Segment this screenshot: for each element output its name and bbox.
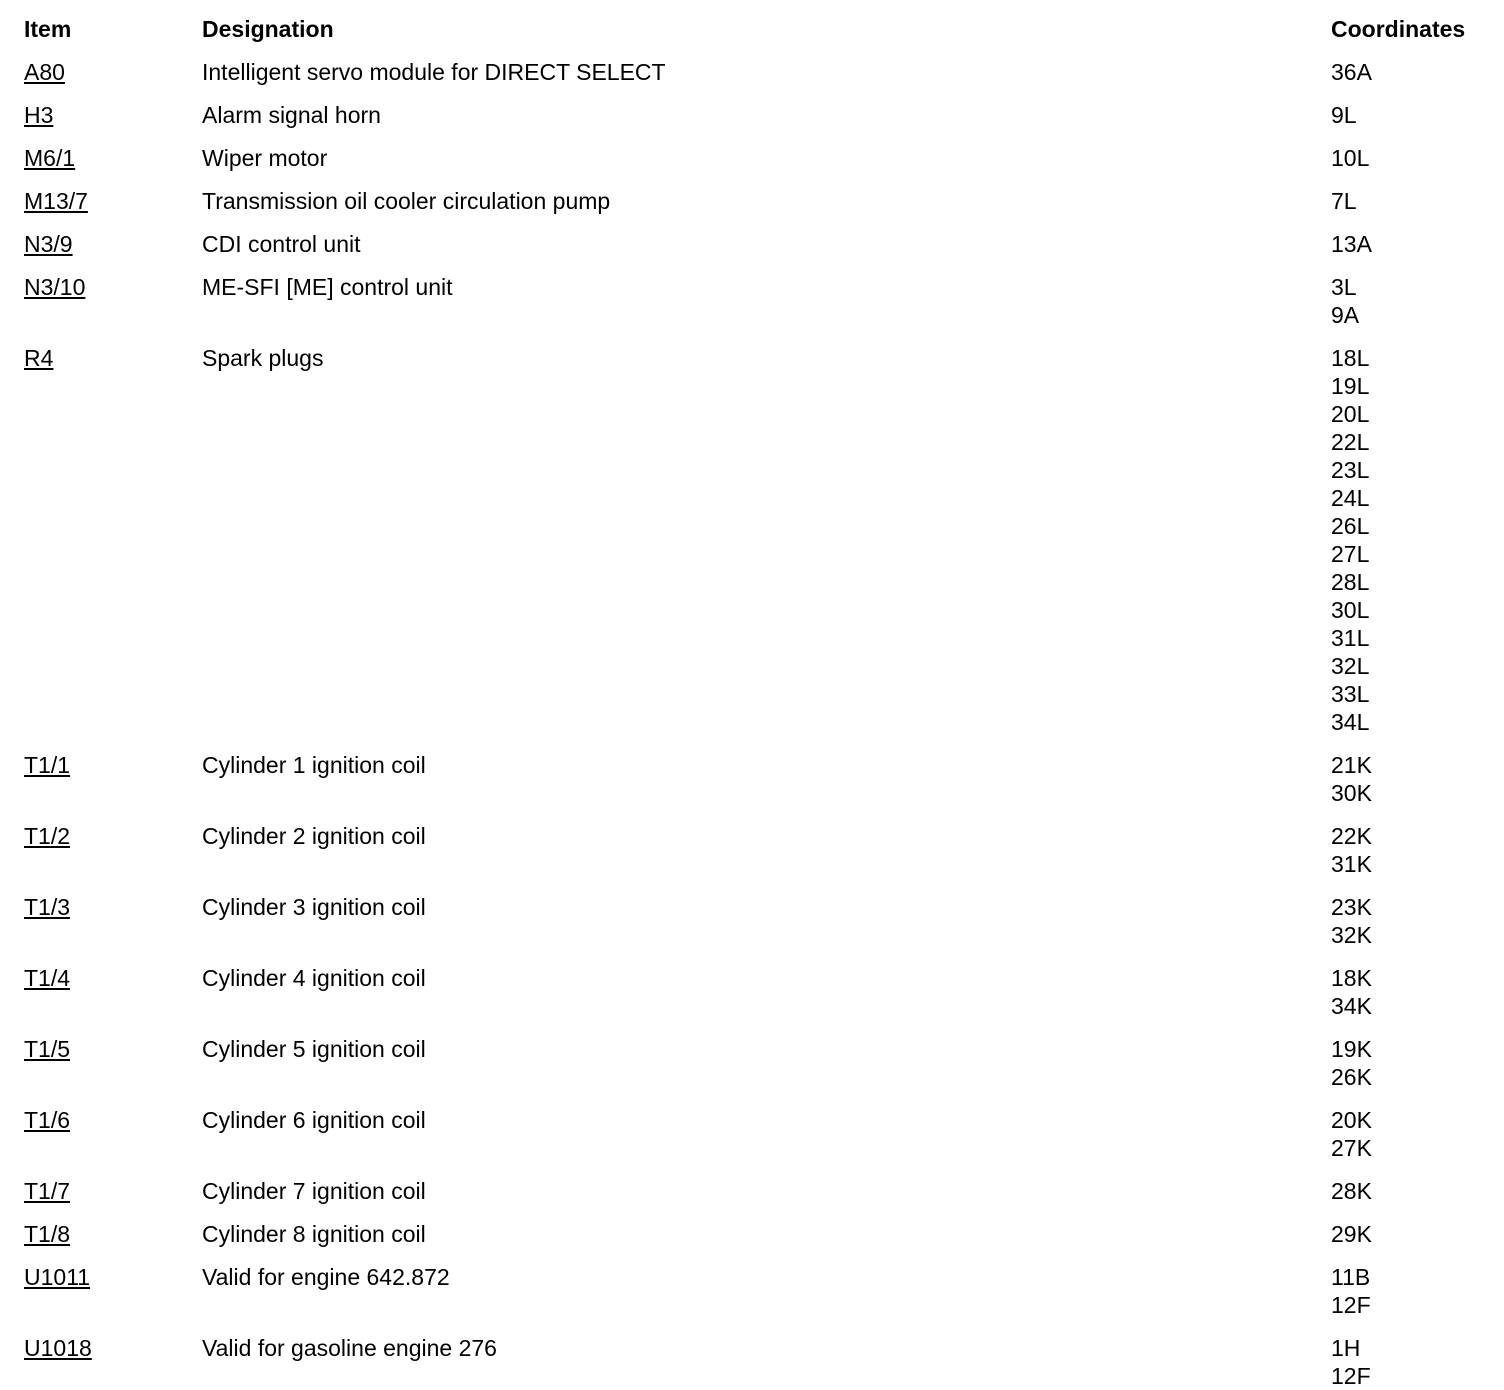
coordinates-cell <box>1331 1220 1491 1248</box>
table-row <box>0 964 1504 1020</box>
table-row <box>0 1035 1504 1091</box>
item-link[interactable]: U1011 <box>24 1264 91 1290</box>
coordinate-value: 27K <box>1331 1135 1372 1161</box>
coordinates-cell <box>1331 822 1491 878</box>
designation-cell: Transmission oil cooler circulation pump <box>202 188 611 214</box>
coordinate-value: 21K <box>1331 752 1372 778</box>
item-link[interactable]: T1/5 <box>24 1036 71 1062</box>
item-header: Item <box>24 16 72 42</box>
item-link[interactable]: M13/7 <box>24 188 88 214</box>
coordinates-cell <box>1331 1334 1491 1390</box>
coordinate-value: 10L <box>1331 145 1370 171</box>
table-row <box>0 1106 1504 1162</box>
item-link[interactable]: N3/9 <box>24 231 73 257</box>
coordinate-value: 12F <box>1331 1292 1371 1318</box>
table-row <box>0 751 1504 807</box>
designation-cell: Cylinder 4 ignition coil <box>202 965 426 991</box>
item-cell <box>24 1334 202 1362</box>
item-cell <box>24 187 202 215</box>
coordinate-value: 26L <box>1331 513 1370 539</box>
designation-cell: Alarm signal horn <box>202 102 381 128</box>
item-cell <box>24 1035 202 1063</box>
item-link[interactable]: T1/4 <box>24 965 71 991</box>
coordinate-value: 24L <box>1331 485 1370 511</box>
table-row <box>0 344 1504 736</box>
coordinates-cell <box>1331 273 1491 329</box>
coordinate-value: 9L <box>1331 102 1357 128</box>
item-link[interactable]: H3 <box>24 102 54 128</box>
coordinate-value: 20L <box>1331 401 1370 427</box>
coordinates-cell <box>1331 1263 1491 1319</box>
designation-cell: Cylinder 5 ignition coil <box>202 1036 426 1062</box>
coordinate-value: 30K <box>1331 780 1372 806</box>
designation-cell: Spark plugs <box>202 345 324 371</box>
designation-cell: Cylinder 7 ignition coil <box>202 1178 426 1204</box>
coordinates-cell <box>1331 187 1491 215</box>
item-link[interactable]: T1/7 <box>24 1178 71 1204</box>
coordinate-value: 31K <box>1331 851 1372 877</box>
coordinates-cell <box>1331 1177 1491 1205</box>
table-row <box>0 144 1504 172</box>
item-cell <box>24 273 202 301</box>
coordinate-value: 20K <box>1331 1107 1372 1133</box>
designation-cell: Intelligent servo module for DIRECT SELECT <box>202 59 666 85</box>
table-body <box>0 58 1504 1390</box>
coordinates-cell <box>1331 893 1491 949</box>
item-link[interactable]: T1/6 <box>24 1107 71 1133</box>
coordinates-cell <box>1331 230 1491 258</box>
coordinates-cell <box>1331 964 1491 1020</box>
coordinate-value: 31L <box>1331 625 1370 651</box>
coordinate-value: 32K <box>1331 922 1372 948</box>
table-row <box>0 822 1504 878</box>
item-link[interactable]: T1/2 <box>24 823 71 849</box>
coordinate-value: 29K <box>1331 1221 1372 1247</box>
designation-cell: ME-SFI [ME] control unit <box>202 274 453 300</box>
item-cell <box>24 822 202 850</box>
item-link[interactable]: A80 <box>24 59 65 85</box>
coordinate-value: 23K <box>1331 894 1372 920</box>
coordinate-value: 13A <box>1331 231 1372 257</box>
coordinates-cell <box>1331 1106 1491 1162</box>
coordinate-value: 33L <box>1331 681 1370 707</box>
coordinate-value: 26K <box>1331 1064 1372 1090</box>
table-row <box>0 101 1504 129</box>
coordinate-value: 19K <box>1331 1036 1372 1062</box>
designation-cell: Cylinder 1 ignition coil <box>202 752 426 778</box>
designation-cell: Cylinder 6 ignition coil <box>202 1107 426 1133</box>
item-cell <box>24 1220 202 1248</box>
table-row <box>0 187 1504 215</box>
item-link[interactable]: T1/8 <box>24 1221 71 1247</box>
coordinate-value: 18K <box>1331 965 1372 991</box>
item-link[interactable]: T1/1 <box>24 752 71 778</box>
designation-cell: Wiper motor <box>202 145 328 171</box>
table-row <box>0 230 1504 258</box>
coordinate-value: 9A <box>1331 302 1360 328</box>
coordinates-cell <box>1331 144 1491 172</box>
coordinate-value: 7L <box>1331 188 1357 214</box>
coordinate-value: 12F <box>1331 1363 1371 1389</box>
coordinates-cell <box>1331 1035 1491 1091</box>
item-cell <box>24 58 202 86</box>
table-row <box>0 1334 1504 1390</box>
coordinate-value: 34K <box>1331 993 1372 1019</box>
item-cell <box>24 144 202 172</box>
coordinates-header: Coordinates <box>1331 16 1466 42</box>
item-cell <box>24 893 202 921</box>
coordinates-cell <box>1331 58 1491 86</box>
coordinate-value: 32L <box>1331 653 1370 679</box>
header-row <box>0 0 1504 43</box>
coordinate-value: 23L <box>1331 457 1370 483</box>
coordinate-value: 36A <box>1331 59 1372 85</box>
designation-cell: CDI control unit <box>202 231 361 257</box>
coordinate-value: 22L <box>1331 429 1370 455</box>
item-cell <box>24 1106 202 1134</box>
coordinate-value: 27L <box>1331 541 1370 567</box>
item-cell <box>24 344 202 372</box>
designation-cell: Cylinder 3 ignition coil <box>202 894 426 920</box>
item-link[interactable]: N3/10 <box>24 274 86 300</box>
table-row <box>0 893 1504 949</box>
coordinate-value: 1H <box>1331 1335 1361 1361</box>
table-row <box>0 273 1504 329</box>
item-cell <box>24 1177 202 1205</box>
coordinate-value: 11B <box>1331 1264 1371 1290</box>
item-link[interactable]: U1018 <box>24 1335 92 1361</box>
coordinates-cell <box>1331 344 1491 736</box>
designation-cell: Cylinder 8 ignition coil <box>202 1221 426 1247</box>
item-cell <box>24 964 202 992</box>
table-row <box>0 1177 1504 1205</box>
item-cell <box>24 751 202 779</box>
designation-cell: Valid for gasoline engine 276 <box>202 1335 497 1361</box>
coordinate-value: 34L <box>1331 709 1370 735</box>
table-row <box>0 1263 1504 1319</box>
item-link[interactable]: R4 <box>24 345 54 371</box>
item-cell <box>24 1263 202 1291</box>
designation-cell: Cylinder 2 ignition coil <box>202 823 426 849</box>
coordinates-cell <box>1331 751 1491 807</box>
coordinate-value: 18L <box>1331 345 1370 371</box>
coordinate-value: 30L <box>1331 597 1370 623</box>
table-row <box>0 58 1504 86</box>
item-cell <box>24 101 202 129</box>
designation-header: Designation <box>202 16 334 42</box>
item-link[interactable]: M6/1 <box>24 145 76 171</box>
coordinate-value: 3L <box>1331 274 1357 300</box>
coordinate-value: 22K <box>1331 823 1372 849</box>
coordinate-value: 19L <box>1331 373 1370 399</box>
coordinate-value: 28K <box>1331 1178 1372 1204</box>
item-cell <box>24 230 202 258</box>
table-row <box>0 1220 1504 1248</box>
coordinates-cell <box>1331 101 1491 129</box>
item-link[interactable]: T1/3 <box>24 894 71 920</box>
coordinate-value: 28L <box>1331 569 1370 595</box>
designation-cell: Valid for engine 642.872 <box>202 1264 450 1290</box>
